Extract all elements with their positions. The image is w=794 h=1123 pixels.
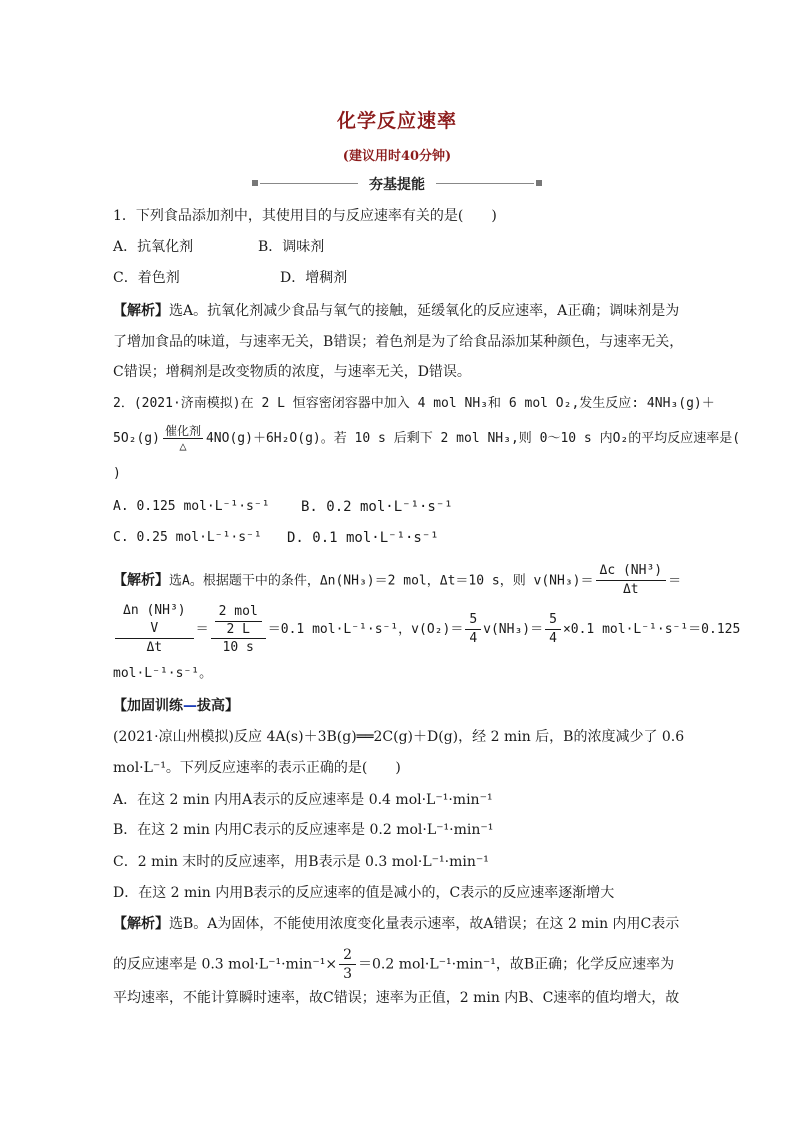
q1-analysis-line2: 了增加食品的味道，与速率无关，B错误；着色剂是为了给食品添加某种颜色，与速率无关，: [113, 334, 684, 350]
q2-option-c: C. 0.25 mol·L⁻¹·s⁻¹: [113, 530, 262, 545]
fraction-denominator: 3: [343, 966, 352, 982]
q3-option-a: A．在这 2 min 内用A表示的反应速率是 0.4 mol·L⁻¹·min⁻¹: [113, 792, 493, 808]
q1-option-c: C．着色剂: [113, 270, 180, 286]
analysis-text: 的反应速率是 0.3 mol·L⁻¹·min⁻¹×: [113, 956, 338, 973]
fraction-numerator: 2: [339, 946, 356, 965]
compound-fraction-values: [211, 603, 266, 657]
tag-dash: —: [183, 698, 197, 714]
q2-stem-line1: 2．(2021·济南模拟)在 2 L 恒容密闭容器中加入 4 mol NH₃和 6 mol O₂,发生反应: 4NH₃(g)＋: [113, 396, 715, 411]
q2-analysis-line1: [113, 562, 681, 599]
q2-analysis-line2: [113, 602, 740, 657]
catalyst-arrow: [163, 424, 203, 453]
inner-denominator: V: [150, 621, 159, 636]
divider-square-right: [536, 180, 542, 186]
heat-label: △: [179, 439, 187, 453]
analysis-tag: 【解析】: [113, 303, 169, 319]
q3-tag: [113, 696, 239, 716]
fraction-denominator: 10 s: [222, 639, 254, 655]
q2-stem-line3: ): [113, 466, 121, 481]
page-subtitle: (建议用时40分钟): [342, 149, 452, 164]
q2-reactant: 5O₂(g): [113, 431, 160, 446]
five-quarters-fraction: [465, 611, 481, 648]
inner-fraction: [215, 603, 262, 638]
fraction-denominator: Δt: [622, 582, 639, 597]
analysis-text: ＝0.2 mol·L⁻¹·min⁻¹，故B正确；化学反应速率为: [357, 956, 675, 973]
fraction-numerator: 5: [545, 611, 561, 630]
analysis-text: v(NH₃)＝: [483, 622, 544, 637]
fraction-numerator: [211, 603, 266, 639]
fraction-denominator: Δt: [146, 640, 163, 655]
analysis-text: ×0.1 mol·L⁻¹·s⁻¹＝0.125: [562, 622, 741, 637]
q2-products: 4NO(g)＋6H₂O(g)。若 10 s 后剩下 2 mol NH₃,则 0～10 s 内O₂的平均反应速率是(: [205, 431, 741, 446]
section-label: 夯基提能: [369, 177, 425, 193]
inner-denominator: 2 L: [226, 621, 250, 637]
q1-analysis-line3: C错误；增稠剂是改变物质的浓度，与速率无关，D错误。: [113, 364, 471, 380]
q3-stem-line2: mol·L⁻¹。下列反应速率的表示正确的是( ): [113, 760, 401, 776]
fraction-numerator: [115, 602, 194, 639]
analysis-text: ＝0.1 mol·L⁻¹·s⁻¹，v(O₂)＝: [267, 622, 464, 637]
equals-sign: ＝: [195, 622, 209, 637]
q2-option-d: D. 0.1 mol·L⁻¹·s⁻¹: [287, 530, 439, 546]
q3-option-c: C．2 min 末时的反应速率，用B表示是 0.3 mol·L⁻¹·min⁻¹: [113, 854, 489, 870]
q1-option-b: B．调味剂: [258, 239, 325, 255]
divider-line-right: [436, 183, 534, 184]
fraction-numerator: Δc (NH³): [596, 562, 667, 581]
two-thirds-fraction: [339, 946, 356, 983]
tag-open: 【加固训练: [113, 698, 183, 714]
q3-analysis-line2: [113, 946, 674, 983]
analysis-text: 选B。A为固体，不能使用浓度变化量表示速率，故A错误；在这 2 min 内用C表示: [169, 916, 680, 932]
fraction-denominator: 4: [469, 631, 478, 646]
catalyst-label: 催化剂: [164, 424, 201, 438]
fraction-denominator: 4: [549, 631, 557, 646]
page-title: 化学反应速率: [336, 110, 457, 132]
q1-analysis-line1: [113, 301, 679, 321]
analysis-text: 选A。抗氧化剂减少食品与氧气的接触，延缓氧化的反应速率，A正确；调味剂是为: [169, 303, 680, 319]
q2-analysis-line3: mol·L⁻¹·s⁻¹。: [113, 666, 213, 681]
q2-stem-line2: [113, 424, 740, 453]
q2-option-b: B. 0.2 mol·L⁻¹·s⁻¹: [301, 499, 453, 515]
analysis-tag: 【解析】: [113, 916, 169, 932]
q1-option-a: A．抗氧化剂: [113, 239, 194, 255]
compound-fraction: [115, 602, 194, 657]
fraction-numerator: 5: [465, 611, 481, 630]
rate-fraction: [596, 562, 667, 599]
q1-option-d: D．增稠剂: [280, 270, 348, 286]
tag-close: 拔高】: [197, 698, 239, 714]
q2-option-a: A. 0.125 mol·L⁻¹·s⁻¹: [113, 499, 270, 514]
section-divider: [252, 174, 542, 194]
analysis-text: 选A。根据题干中的条件，Δn(NH₃)＝2 mol，Δt＝10 s，则 v(NH₃)＝: [169, 573, 594, 589]
q1-stem: 1．下列食品添加剂中，其使用目的与反应速率有关的是( ): [113, 208, 497, 224]
inner-numerator: 2 mol: [215, 603, 262, 622]
inner-fraction: [119, 602, 190, 638]
inner-numerator: Δn (NH³): [123, 603, 186, 618]
five-quarters-fraction: [545, 611, 561, 648]
equals-sign: ＝: [668, 573, 682, 589]
analysis-tag: 【解析】: [113, 572, 169, 589]
q3-option-d: D．在这 2 min 内用B表示的反应速率的值是减小的，C表示的反应速率逐渐增大: [113, 885, 615, 901]
q3-option-b: B．在这 2 min 内用C表示的反应速率是 0.2 mol·L⁻¹·min⁻¹: [113, 822, 494, 838]
q3-analysis-line1: [113, 914, 679, 934]
q3-analysis-line3: 平均速率，不能计算瞬时速率，故C错误；速率为正值，2 min 内B、C速率的值均增大，故: [113, 990, 680, 1006]
q3-stem-line1: (2021·凉山州模拟)反应 4A(s)＋3B(g)══2C(g)＋D(g)，经 2 min 后，B的浓度减少了 0.6: [113, 729, 685, 745]
